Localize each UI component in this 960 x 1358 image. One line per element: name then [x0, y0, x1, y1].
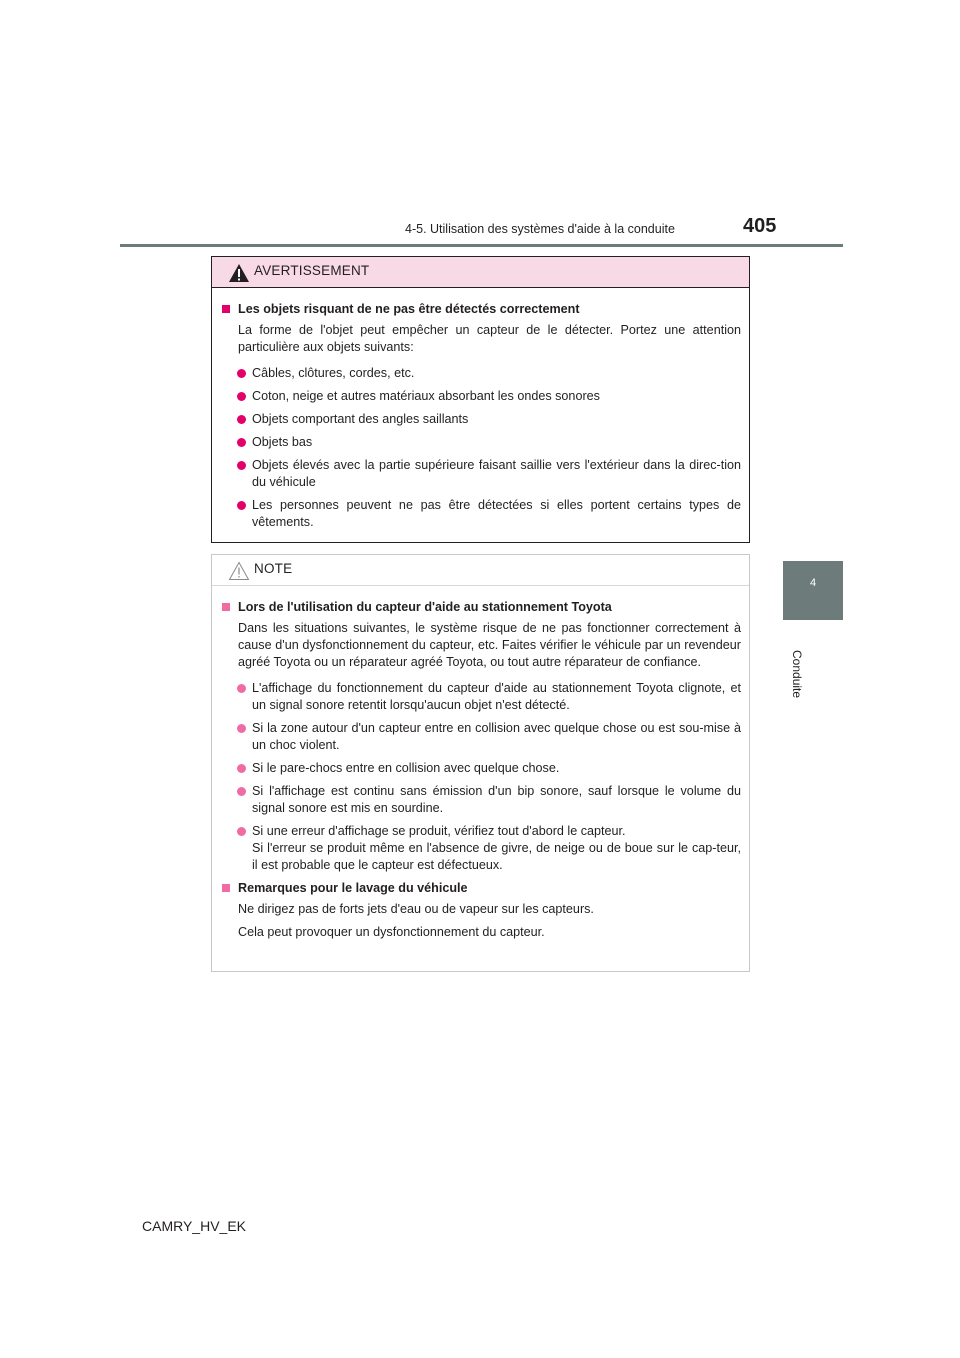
bullet-dot-icon	[237, 724, 246, 733]
list-item	[221, 497, 741, 531]
bullet-dot-icon	[237, 827, 246, 836]
warning-header	[212, 257, 749, 288]
list-item-text: Câbles, clôtures, cordes, etc.	[252, 366, 415, 380]
bullet-dot-icon	[237, 501, 246, 510]
list-item-text: Les personnes peuvent ne pas être détectées si elles portent certains types de vêtements.	[252, 498, 741, 529]
list-item-text: Si l'affichage est continu sans émission d'un bip sonore, sauf lorsque le volume du signal sonore est mis en sourdine.	[252, 784, 741, 815]
list-item-text: Coton, neige et autres matériaux absorbant les ondes sonores	[252, 389, 600, 403]
header-rule	[120, 244, 843, 247]
note-paragraph: Ne dirigez pas de forts jets d'eau ou de vapeur sur les capteurs.	[238, 902, 594, 916]
square-bullet-icon	[222, 603, 230, 611]
warning-section-title	[221, 301, 741, 318]
bullet-dot-icon	[237, 438, 246, 447]
warning-intro: La forme de l'objet peut empêcher un capteur de le détecter. Portez une attention particulière aux objets suivants:	[238, 323, 741, 354]
warning-triangle-icon	[228, 263, 250, 283]
note-title: NOTE	[254, 561, 293, 576]
list-item-text: Objets comportant des angles saillants	[252, 412, 469, 426]
list-item	[221, 720, 741, 754]
warning-body	[212, 288, 749, 531]
list-item	[221, 823, 741, 874]
chapter-label-text: Conduite	[790, 650, 804, 699]
list-item-text: Si le pare-chocs entre en collision avec quelque chose.	[252, 761, 560, 775]
bullet-dot-icon	[237, 764, 246, 773]
list-item	[221, 434, 741, 451]
square-bullet-icon	[222, 305, 230, 313]
note-section-title-text: Remarques pour le lavage du véhicule	[238, 881, 468, 895]
list-item-text: Si la zone autour d'un capteur entre en collision avec quelque chose ou est sou-mise à un choc violent.	[252, 721, 741, 752]
list-item	[221, 411, 741, 428]
section-header: 4-5. Utilisation des systèmes d'aide à la conduite	[405, 222, 675, 236]
bullet-dot-icon	[237, 415, 246, 424]
warning-title: AVERTISSEMENT	[254, 263, 370, 278]
bullet-dot-icon	[237, 369, 246, 378]
list-item	[221, 783, 741, 817]
chapter-tab: 4	[783, 561, 843, 620]
chapter-label	[782, 650, 812, 720]
warning-section-title-text: Les objets risquant de ne pas être détectés correctement	[238, 302, 580, 316]
note-intro: Dans les situations suivantes, le système risque de ne pas fonctionner correctement à cause d'un dysfonctionnement du capteur, etc. Faites vérifier le véhicule par un revendeur agréé Toyota ou un réparateur agréé Toyota, ou tout autre réparateur de confiance.	[238, 621, 741, 669]
note-paragraph: Cela peut provoquer un dysfonctionnement du capteur.	[238, 925, 545, 939]
list-item	[221, 760, 741, 777]
list-item-text-continued: Si l'erreur se produit même en l'absence de givre, de neige ou de boue sur le cap-teur, il est probable que le capteur est défectueux.	[252, 841, 741, 872]
note-box	[211, 554, 750, 972]
bullet-dot-icon	[237, 787, 246, 796]
list-item-text: L'affichage du fonctionnement du capteur d'aide au stationnement Toyota clignote, et un signal sonore retentit lorsqu'aucun objet n'est détecté.	[252, 681, 741, 712]
list-item	[221, 365, 741, 382]
warning-box	[211, 256, 750, 543]
bullet-dot-icon	[237, 684, 246, 693]
bullet-dot-icon	[237, 392, 246, 401]
caution-outline-icon	[228, 561, 250, 581]
model-code: CAMRY_HV_EK	[142, 1218, 247, 1234]
note-section-title	[221, 880, 741, 897]
list-item	[221, 680, 741, 714]
note-section-title-text: Lors de l'utilisation du capteur d'aide au stationnement Toyota	[238, 600, 612, 614]
square-bullet-icon	[222, 884, 230, 892]
list-item-text: Objets élevés avec la partie supérieure faisant saillie vers l'extérieur dans la direc-tion du véhicule	[252, 458, 741, 489]
note-body	[212, 586, 749, 941]
note-section-title	[221, 599, 741, 616]
bullet-dot-icon	[237, 461, 246, 470]
list-item-text: Objets bas	[252, 435, 313, 449]
note-header	[212, 555, 749, 586]
page-number: 405	[743, 215, 777, 237]
list-item	[221, 388, 741, 405]
list-item	[221, 457, 741, 491]
list-item-text: Si une erreur d'affichage se produit, vérifiez tout d'abord le capteur.	[252, 824, 626, 838]
